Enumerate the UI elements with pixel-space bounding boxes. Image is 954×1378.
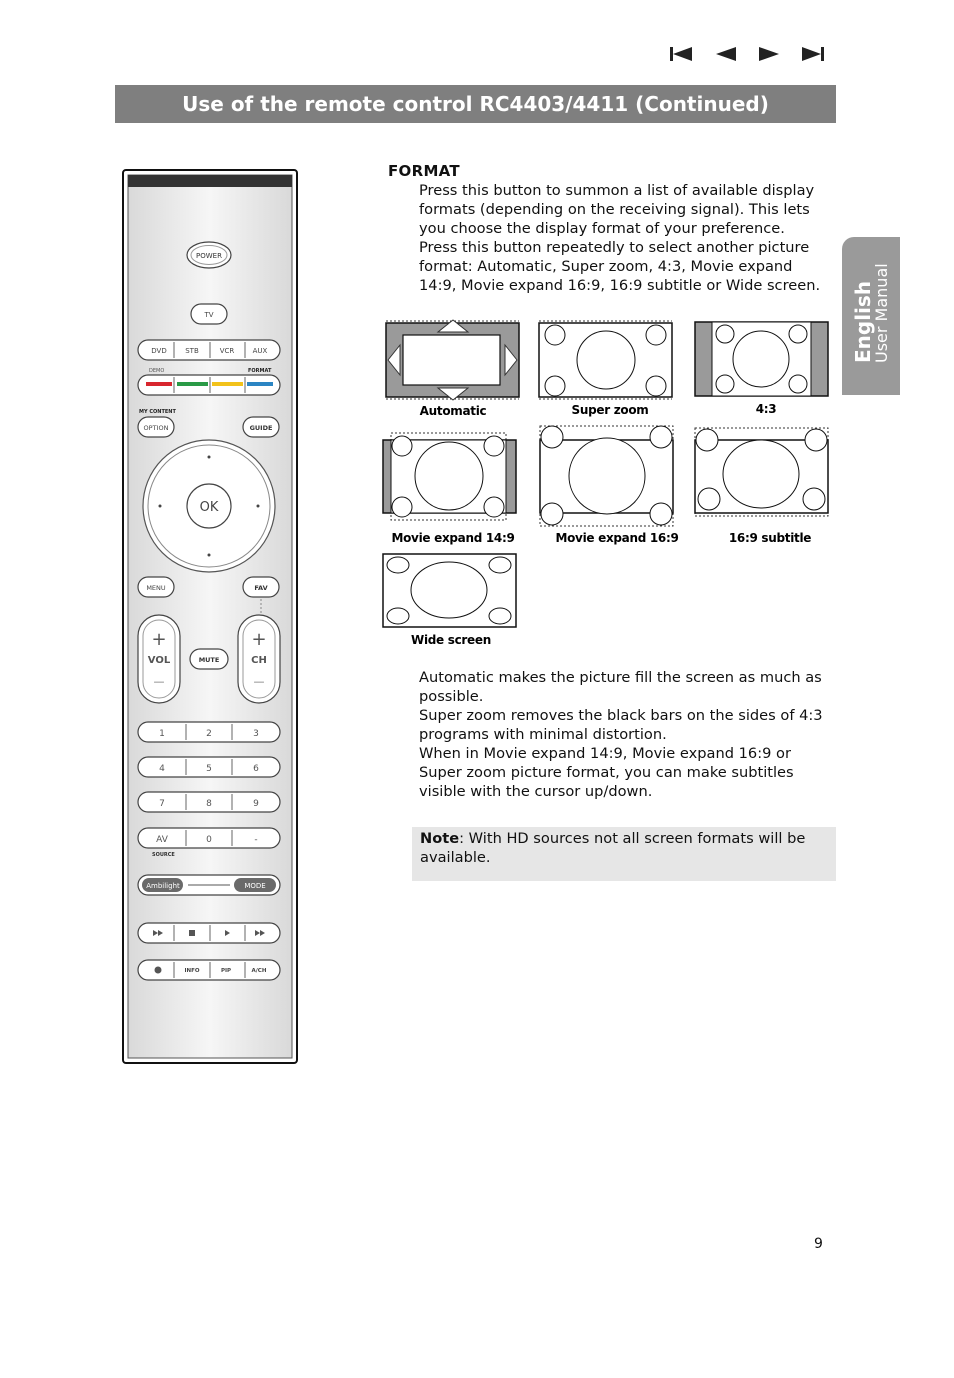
- av-row: [138, 828, 280, 848]
- option-button[interactable]: [138, 417, 174, 437]
- format-explanations: [419, 668, 824, 801]
- fav-button[interactable]: [243, 577, 279, 597]
- my-content-label: MY CONTENT: [139, 409, 176, 415]
- svg-text:VOL: VOL: [147, 655, 171, 666]
- digit-4-button[interactable]: 4: [159, 764, 165, 774]
- format-movie-expand-14-9: [383, 433, 516, 545]
- digit-8-button[interactable]: 8: [206, 799, 212, 809]
- dvd-button[interactable]: DVD: [151, 347, 167, 355]
- blue-format-key[interactable]: [247, 382, 273, 386]
- format-intro: [419, 181, 824, 295]
- dash-button[interactable]: -: [254, 835, 258, 845]
- info-button[interactable]: INFO: [184, 968, 200, 974]
- explanation-paragraph: Automatic makes the picture fill the screen as much as possible.: [419, 669, 822, 705]
- skip-back-icon[interactable]: [670, 47, 692, 61]
- svg-text:—: —: [153, 675, 165, 688]
- svg-text:FAV: FAV: [254, 584, 268, 592]
- format-heading: FORMAT: [388, 162, 460, 180]
- digit-2-button[interactable]: 2: [206, 729, 212, 739]
- note-text: : With HD sources not all screen formats will be available.: [420, 830, 806, 866]
- digit-6-button[interactable]: 6: [253, 764, 259, 774]
- volume-rocker[interactable]: [138, 615, 180, 703]
- ok-button[interactable]: [187, 484, 231, 528]
- svg-text:GUIDE: GUIDE: [249, 424, 273, 432]
- channel-rocker[interactable]: [238, 615, 280, 703]
- menu-button[interactable]: [138, 577, 174, 597]
- explanation-paragraph: When in Movie expand 14:9, Movie expand 16:9 or Super zoom picture format, you can make subtitles visible with the cursor up/down.: [419, 745, 794, 800]
- guide-button[interactable]: [243, 417, 279, 437]
- page-title: Use of the remote control RC4403/4411 (Continued): [115, 85, 836, 123]
- av-button[interactable]: AV: [156, 835, 168, 845]
- digit-9-button[interactable]: 9: [253, 799, 259, 809]
- format-movie-expand-16-9: [540, 426, 679, 545]
- format-illustrations: [380, 318, 840, 658]
- svg-text:TV: TV: [204, 311, 214, 319]
- digit-keypad: [138, 722, 280, 812]
- svg-text:CH: CH: [251, 655, 267, 666]
- format-16-9-subtitle: [695, 428, 828, 545]
- color-keys: [138, 375, 280, 395]
- source-label: SOURCE: [152, 852, 175, 858]
- format-super-zoom: [539, 321, 672, 417]
- language-label: English: [851, 280, 875, 363]
- svg-text:+: +: [151, 629, 167, 650]
- format-4-3: [695, 322, 828, 416]
- power-button[interactable]: [187, 242, 231, 268]
- format-label: Super zoom: [571, 403, 649, 417]
- vcr-button[interactable]: VCR: [219, 347, 235, 355]
- format-automatic: [386, 320, 519, 418]
- mute-button[interactable]: [190, 649, 228, 669]
- mode-label: MODE: [244, 882, 266, 890]
- svg-text:—: —: [253, 675, 265, 688]
- explanation-paragraph: Super zoom removes the black bars on the sides of 4:3 programs with minimal distortion.: [419, 707, 823, 743]
- page-navigation: [664, 40, 834, 70]
- format-label: Wide screen: [411, 633, 491, 647]
- digit-7-button[interactable]: 7: [159, 799, 165, 809]
- digit-5-button[interactable]: 5: [206, 764, 212, 774]
- tv-button[interactable]: [191, 304, 227, 324]
- record-icon[interactable]: [155, 967, 162, 974]
- digit-0-button[interactable]: 0: [206, 835, 212, 845]
- digit-1-button[interactable]: 1: [159, 729, 165, 739]
- remote-control-illustration: [122, 169, 298, 1064]
- prev-icon[interactable]: [716, 47, 736, 61]
- manual-label: User Manual: [872, 263, 891, 363]
- format-label: Automatic: [419, 404, 487, 418]
- yellow-key[interactable]: [212, 382, 243, 386]
- format-label: Movie expand 14:9: [391, 531, 515, 545]
- format-label: 4:3: [755, 402, 777, 416]
- format-label: Movie expand 16:9: [555, 531, 679, 545]
- playback-row: [138, 923, 280, 943]
- aux-button[interactable]: AUX: [252, 347, 268, 355]
- source-buttons: [138, 340, 280, 360]
- format-wide-screen: [383, 554, 516, 647]
- record-row: [138, 960, 280, 980]
- intro-paragraph: Press this button to summon a list of available display formats (depending on the receiving signal). This lets you choose the display format of your preference.: [419, 182, 815, 237]
- svg-text:MUTE: MUTE: [198, 656, 220, 664]
- note-box: [412, 827, 836, 881]
- ambilight-row: [138, 875, 280, 895]
- demo-label: DEMO: [149, 368, 165, 374]
- skip-forward-icon[interactable]: [802, 47, 824, 61]
- green-key[interactable]: [177, 382, 208, 386]
- stop-icon[interactable]: [189, 930, 195, 936]
- next-icon[interactable]: [759, 47, 779, 61]
- pip-button[interactable]: PIP: [220, 968, 232, 974]
- intro-paragraph: Press this button repeatedly to select another picture format: Automatic, Super zoom, 4:3, Movie expand 14:9, Movie expand 16:9, 16:9 subtitle or Wide screen.: [419, 239, 821, 294]
- svg-text:OPTION: OPTION: [143, 424, 169, 432]
- note-label: Note: [420, 830, 460, 847]
- digit-3-button[interactable]: 3: [253, 729, 259, 739]
- ach-button[interactable]: A/CH: [251, 968, 267, 974]
- ambilight-label: Ambilight: [146, 882, 180, 890]
- page-number: 9: [814, 1236, 823, 1252]
- format-label: FORMAT: [248, 368, 272, 374]
- svg-text:POWER: POWER: [196, 252, 222, 260]
- svg-text:MENU: MENU: [146, 584, 166, 592]
- red-key[interactable]: [146, 382, 172, 386]
- language-tab: [842, 237, 900, 395]
- format-label: 16:9 subtitle: [728, 531, 812, 545]
- svg-text:OK: OK: [199, 500, 219, 515]
- svg-text:+: +: [251, 629, 267, 650]
- stb-button[interactable]: STB: [185, 347, 199, 355]
